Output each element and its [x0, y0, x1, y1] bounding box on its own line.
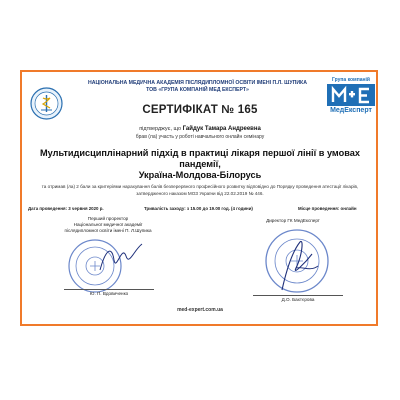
- credits-text: [28, 183, 372, 197]
- course-title-line-1: Мультидисциплінарний підхід в практиці лікаря першої лінії в умовах пандемії,: [40, 148, 360, 169]
- left-title-line-3: післядипломної освіти імені П. Л.Шупика: [64, 228, 152, 233]
- course-title: [30, 148, 370, 181]
- logo-brand: МедЕксперт: [330, 107, 372, 114]
- logo-caption: Група компаній: [331, 77, 370, 83]
- took-part-text: брав (ла) участь у роботі навчального онлайн семінару: [135, 134, 265, 140]
- confirms-text: підтверджує, що: [139, 126, 182, 132]
- event-duration: Тривалість заходу: з 15.00 до 19.00 год. (4 години): [144, 206, 253, 211]
- right-signature: [262, 232, 332, 296]
- right-signatory-name: Д.О. Бахтєрова: [281, 297, 315, 302]
- organization-header: [80, 80, 315, 94]
- left-signatory-title: [58, 216, 158, 234]
- org-line-2: ТОВ «ГРУПА КОМПАНІЙ МЕД ЕКСПЕРТ»: [146, 87, 249, 93]
- confirm-line: [0, 126, 400, 132]
- logo-mark: [327, 84, 375, 106]
- left-title-line-2: Національної медичної академії: [73, 222, 143, 227]
- recipient-name: Гайдук Тамара Андреевна: [182, 126, 261, 132]
- credits-line-2: затвердженого наказом МОЗ України від 22.02.2019 № 446.: [136, 191, 264, 196]
- left-signature: [96, 238, 146, 278]
- certificate-title: СЕРТИФІКАТ № 165: [142, 104, 258, 116]
- left-title-line-1: Перший проректор: [87, 216, 129, 221]
- left-signature-line: [64, 289, 154, 290]
- event-place: Місце проведення: онлайн: [298, 206, 357, 211]
- org-line-1: НАЦІОНАЛЬНА МЕДИЧНА АКАДЕМІЯ ПІСЛЯДИПЛОМНОЇ ОСВІТИ ІМЕНІ П.Л. ШУПИКА: [88, 80, 307, 86]
- event-date: Дата проведення: 3 червня 2020 р.: [28, 206, 104, 211]
- right-signature-line: [253, 295, 343, 296]
- right-signatory-title: Директор ГК МедЕксперт: [266, 218, 320, 223]
- left-signatory-name: Ю. П. Вдовиченко: [89, 291, 129, 296]
- course-title-line-2: Україна-Молдова-Білорусь: [138, 170, 262, 180]
- footer-website: med-expert.com.ua: [177, 307, 223, 313]
- credits-line-1: та отримав (ла) 2 бали за критеріями нарахування балів безперервного професійного розвитку відповідно до Порядку проведення атестації лікарів,: [41, 184, 359, 189]
